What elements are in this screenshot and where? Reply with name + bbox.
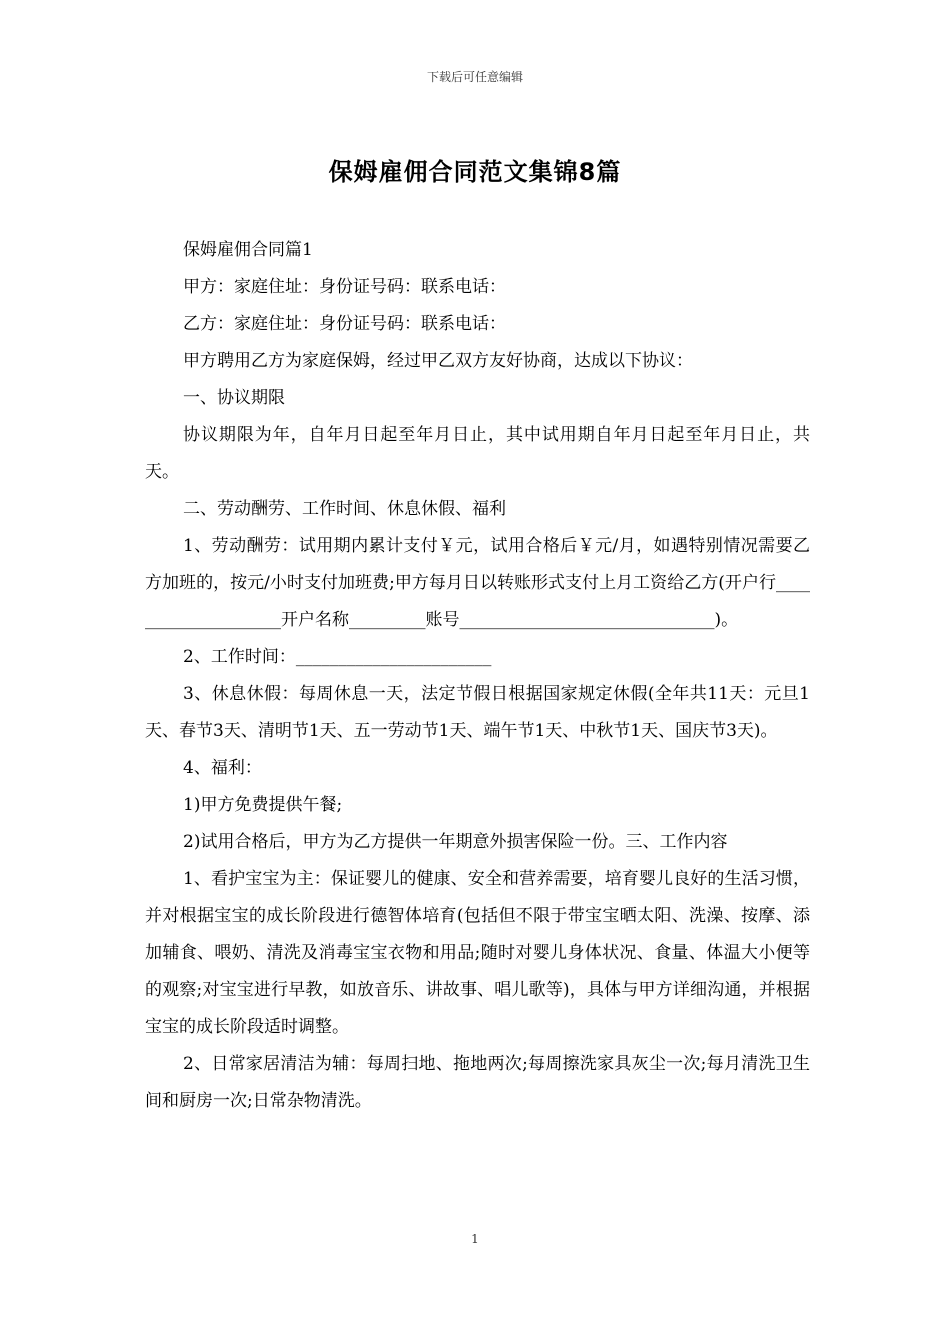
section-heading: 保姆雇佣合同篇1: [183, 240, 313, 260]
clause-welfare-lunch: 1)甲方免费提供午餐;: [183, 795, 343, 815]
clause-work-time: 2、工作时间：_______________________: [183, 647, 492, 667]
document-body: [145, 232, 810, 1120]
document-title: 保姆雇佣合同范文集锦8篇: [328, 158, 622, 186]
clause-duty-cleaning: 2、日常家居清洁为辅：每周扫地、拖地两次;每周擦洗家具灰尘一次;每月清洗卫生间和厨房一次;日常杂物清洗。: [145, 1054, 810, 1111]
clause-duty-baby-care: 1、看护宝宝为主：保证婴儿的健康、安全和营养需要，培育婴儿良好的生活习惯，并对根据宝宝的成长阶段进行德智体培育(包括但不限于带宝宝晒太阳、洗澡、按摩、添加辅食、喂奶、清洗及消毒宝宝衣物和用品;随时对婴儿身体状况、食量、体温大小便等的观察;对宝宝进行早教，如放音乐、讲故事、唱儿歌等)，具体与甲方详细沟通，并根据宝宝的成长阶段适时调整。: [145, 869, 810, 1037]
clause-pay-text: 1、劳动酬劳：试用期内累计支付￥元，试用合格后￥元/月，如遇特别情况需要乙方加班的，按元/小时支付加班费;甲方每月日以转账形式支付上月工资给乙方(开户行____________________开户名称_________账号______________________________)。: [145, 536, 810, 630]
party-a-line: 甲方：家庭住址：身份证号码：联系电话：: [183, 277, 506, 297]
clause-term-text: 协议期限为年，自年月日起至年月日止，其中试用期自年月日起至年月日止，共天。: [145, 425, 810, 482]
party-b-line: 乙方：家庭住址：身份证号码：联系电话：: [183, 314, 506, 334]
page-number: 1: [471, 1232, 479, 1246]
clause-heading-term: 一、协议期限: [183, 388, 285, 408]
agreement-intro: 甲方聘用乙方为家庭保姆，经过甲乙双方友好协商，达成以下协议：: [183, 351, 693, 371]
clause-holidays: 3、休息休假：每周休息一天，法定节假日根据国家规定休假(全年共11天：元旦1天、春节3天、清明节1天、五一劳动节1天、端午节1天、中秋节1天、国庆节3天)。: [145, 684, 810, 741]
clause-welfare-heading: 4、福利：: [183, 758, 262, 778]
clause-welfare-insurance: 2)试用合格后，甲方为乙方提供一年期意外损害保险一份。三、工作内容: [183, 832, 728, 852]
header-note: 下载后可任意编辑: [426, 70, 523, 84]
clause-heading-pay: 二、劳动酬劳、工作时间、休息休假、福利: [183, 499, 506, 519]
